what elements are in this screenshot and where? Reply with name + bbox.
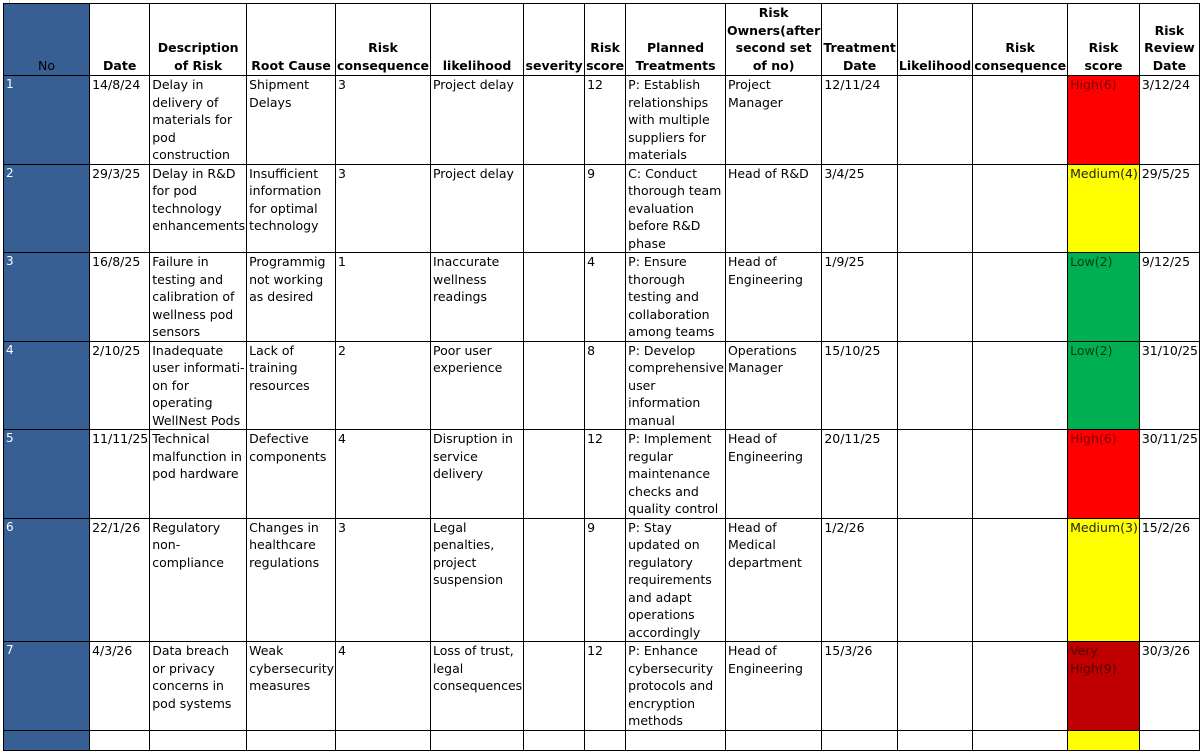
cell-no[interactable]: 2 — [4, 164, 90, 253]
cell-risk-score-2[interactable] — [1068, 730, 1140, 750]
cell-planned-treatment[interactable]: P: Enhance cybersecurity protocols and encryption methods — [626, 642, 726, 731]
header-risk-score-2[interactable]: Risk score — [1068, 4, 1140, 76]
cell-likelihood[interactable]: Project delay — [430, 76, 523, 165]
cell-risk-score[interactable]: 12 — [585, 642, 626, 731]
cell-risk-score[interactable]: 9 — [585, 518, 626, 642]
cell-likelihood[interactable] — [430, 730, 523, 750]
cell-severity[interactable] — [524, 642, 585, 731]
cell-consequence-2[interactable] — [973, 430, 1068, 519]
cell-review-date[interactable]: 3/12/24 — [1139, 76, 1199, 165]
cell-consequence-2[interactable] — [973, 164, 1068, 253]
cell-likelihood[interactable]: Inaccurate wellness readings — [430, 253, 523, 342]
table-row — [4, 76, 1200, 165]
header-treatment-date[interactable]: Treatment Date — [822, 4, 898, 76]
cell-likelihood-2[interactable] — [897, 430, 972, 519]
cell-likelihood[interactable]: Poor user experience — [430, 341, 523, 430]
cell-severity[interactable] — [524, 76, 585, 165]
cell-treatment-date[interactable]: 1/2/26 — [822, 518, 898, 642]
cell-consequence-2[interactable] — [973, 642, 1068, 731]
cell-consequence-2[interactable] — [973, 253, 1068, 342]
cell-review-date[interactable]: 9/12/25 — [1139, 253, 1199, 342]
header-risk-review-date[interactable]: Risk Review Date — [1139, 4, 1199, 76]
cell-review-date[interactable] — [1139, 730, 1199, 750]
cell-severity[interactable] — [524, 430, 585, 519]
cell-treatment-date[interactable] — [822, 730, 898, 750]
table-row — [4, 642, 1200, 731]
cell-likelihood[interactable]: Legal penalties, project suspension — [430, 518, 523, 642]
cell-date[interactable]: 16/8/25 — [90, 253, 150, 342]
cell-consequence[interactable] — [336, 730, 431, 750]
cell-consequence[interactable]: 3 — [336, 518, 431, 642]
cell-consequence-2[interactable] — [973, 76, 1068, 165]
table-row — [4, 341, 1200, 430]
cell-severity[interactable] — [524, 518, 585, 642]
cell-root-cause[interactable]: Changes in healthcare regulations — [247, 518, 336, 642]
cell-date[interactable]: 14/8/24 — [90, 76, 150, 165]
cell-date[interactable]: 11/11/25 — [90, 430, 150, 519]
cell-risk-owner[interactable]: Head of Engineering — [725, 642, 821, 731]
cell-treatment-date[interactable]: 1/9/25 — [822, 253, 898, 342]
cell-risk-score[interactable]: 9 — [585, 164, 626, 253]
cell-date[interactable]: 2/10/25 — [90, 341, 150, 430]
cell-review-date[interactable]: 31/10/25 — [1139, 341, 1199, 430]
cell-no[interactable]: 6 — [4, 518, 90, 642]
table-body — [4, 76, 1200, 751]
cell-review-date[interactable]: 15/2/26 — [1139, 518, 1199, 642]
cell-risk-score[interactable]: 12 — [585, 76, 626, 165]
cell-review-date[interactable]: 30/3/26 — [1139, 642, 1199, 731]
cell-description[interactable]: Failure in testing and calibration of wellness pod sensors — [150, 253, 247, 342]
cell-planned-treatment[interactable]: P: Develop comprehensive user information manual — [626, 341, 726, 430]
header-risk-owners[interactable]: Risk Owners(after second set of no) — [725, 4, 821, 76]
cell-description[interactable]: Delay in R&D for pod technology enhancements — [150, 164, 247, 253]
cell-planned-treatment[interactable]: P: Ensure thorough testing and collaboration among teams — [626, 253, 726, 342]
cell-date[interactable]: 29/3/25 — [90, 164, 150, 253]
cell-likelihood-2[interactable] — [897, 341, 972, 430]
cell-no[interactable]: 1 — [4, 76, 90, 165]
cell-risk-score-2[interactable]: High(6) — [1068, 76, 1140, 165]
cell-planned-treatment[interactable]: P: Stay updated on regulatory requirements and adapt operations accordingly — [626, 518, 726, 642]
cell-consequence[interactable]: 4 — [336, 430, 431, 519]
cell-description[interactable]: Delay in delivery of materials for pod construction — [150, 76, 247, 165]
cell-risk-score-2[interactable]: Low(2) — [1068, 253, 1140, 342]
cell-likelihood-2[interactable] — [897, 76, 972, 165]
cell-no[interactable]: 5 — [4, 430, 90, 519]
cell-severity[interactable] — [524, 253, 585, 342]
cell-risk-owner[interactable]: Head of Engineering — [725, 430, 821, 519]
cell-root-cause[interactable]: Shipment Delays — [247, 76, 336, 165]
cell-likelihood[interactable]: Loss of trust, legal consequences — [430, 642, 523, 731]
cell-root-cause[interactable]: Insufficient information for optimal technology — [247, 164, 336, 253]
header-no[interactable]: No — [4, 4, 90, 76]
cell-treatment-date[interactable]: 15/3/26 — [822, 642, 898, 731]
table-row — [4, 730, 1200, 750]
header-root-cause[interactable]: Root Cause — [247, 4, 336, 76]
header-risk-consequence[interactable]: Risk consequence — [336, 4, 431, 76]
cell-root-cause[interactable]: Weak cybersecurity measures — [247, 642, 336, 731]
cell-planned-treatment[interactable]: C: Conduct thorough team evaluation before R&D phase — [626, 164, 726, 253]
table-row — [4, 253, 1200, 342]
cell-consequence-2[interactable] — [973, 341, 1068, 430]
cell-likelihood-2[interactable] — [897, 253, 972, 342]
cell-risk-score-2[interactable]: Medium(4) — [1068, 164, 1140, 253]
cell-planned-treatment[interactable] — [626, 730, 726, 750]
cell-review-date[interactable]: 30/11/25 — [1139, 430, 1199, 519]
cell-date[interactable]: 22/1/26 — [90, 518, 150, 642]
cell-description[interactable]: Technical malfunction in pod hardware — [150, 430, 247, 519]
cell-planned-treatment[interactable]: P: Establish relationships with multiple suppliers for materials — [626, 76, 726, 165]
header-severity[interactable]: severity — [524, 4, 585, 76]
cell-date[interactable]: 4/3/26 — [90, 642, 150, 731]
cell-likelihood[interactable]: Project delay — [430, 164, 523, 253]
cell-root-cause[interactable]: Lack of training resources — [247, 341, 336, 430]
cell-likelihood-2[interactable] — [897, 164, 972, 253]
cell-likelihood-2[interactable] — [897, 518, 972, 642]
header-description[interactable]: Description of Risk — [150, 4, 247, 76]
cell-risk-score-2[interactable]: Very High(9) — [1068, 642, 1140, 731]
cell-risk-owner[interactable]: Operations Manager — [725, 341, 821, 430]
header-risk-consequence-2[interactable]: Risk consequence — [973, 4, 1068, 76]
header-likelihood-2[interactable]: Likelihood — [897, 4, 972, 76]
cell-risk-owner[interactable]: Head of R&D — [725, 164, 821, 253]
cell-risk-score-2[interactable]: High(6) — [1068, 430, 1140, 519]
cell-treatment-date[interactable]: 12/11/24 — [822, 76, 898, 165]
table-row — [4, 518, 1200, 642]
cell-risk-score-2[interactable]: Medium(3) — [1068, 518, 1140, 642]
cell-description[interactable]: Regulatory non- compliance — [150, 518, 247, 642]
cell-risk-score[interactable]: 12 — [585, 430, 626, 519]
risk-register-table — [3, 3, 1200, 751]
cell-consequence[interactable]: 4 — [336, 642, 431, 731]
cell-consequence-2[interactable] — [973, 518, 1068, 642]
cell-root-cause[interactable]: Programmig not working as desired — [247, 253, 336, 342]
risk-register-sheet — [3, 3, 1200, 751]
cell-no[interactable]: 3 — [4, 253, 90, 342]
cell-no[interactable]: 7 — [4, 642, 90, 731]
cell-consequence-2[interactable] — [973, 730, 1068, 750]
cell-review-date[interactable]: 29/5/25 — [1139, 164, 1199, 253]
cell-severity[interactable] — [524, 730, 585, 750]
cell-risk-owner[interactable] — [725, 730, 821, 750]
cell-root-cause[interactable]: Defective components — [247, 430, 336, 519]
cell-risk-owner[interactable]: Head of Medical department — [725, 518, 821, 642]
cell-no[interactable] — [4, 730, 90, 750]
cell-treatment-date[interactable]: 15/10/25 — [822, 341, 898, 430]
cell-description[interactable] — [150, 730, 247, 750]
cell-consequence[interactable]: 3 — [336, 76, 431, 165]
cell-risk-score-2[interactable]: Low(2) — [1068, 341, 1140, 430]
header-risk-score[interactable]: Risk score — [585, 4, 626, 76]
header-planned-treatments[interactable]: Planned Treatments — [626, 4, 726, 76]
cell-description[interactable]: Data breach or privacy concerns in pod systems — [150, 642, 247, 731]
cell-likelihood[interactable]: Disruption in service delivery — [430, 430, 523, 519]
header-likelihood[interactable]: likelihood — [430, 4, 523, 76]
cell-no[interactable]: 4 — [4, 341, 90, 430]
cell-risk-owner[interactable]: Project Manager — [725, 76, 821, 165]
table-row — [4, 430, 1200, 519]
cell-description[interactable]: Inadequate user informati- on for operating WellNest Pods — [150, 341, 247, 430]
cell-planned-treatment[interactable]: P: Implement regular maintenance checks and quality control — [626, 430, 726, 519]
cell-treatment-date[interactable]: 20/11/25 — [822, 430, 898, 519]
cell-risk-score[interactable]: 8 — [585, 341, 626, 430]
cell-root-cause[interactable] — [247, 730, 336, 750]
cell-risk-owner[interactable]: Head of Engineering — [725, 253, 821, 342]
header-row — [4, 4, 1200, 76]
cell-risk-score[interactable] — [585, 730, 626, 750]
cell-date[interactable] — [90, 730, 150, 750]
cell-likelihood-2[interactable] — [897, 730, 972, 750]
cell-severity[interactable] — [524, 341, 585, 430]
cell-consequence[interactable]: 2 — [336, 341, 431, 430]
table-row — [4, 164, 1200, 253]
cell-consequence[interactable]: 1 — [336, 253, 431, 342]
cell-severity[interactable] — [524, 164, 585, 253]
cell-risk-score[interactable]: 4 — [585, 253, 626, 342]
cell-consequence[interactable]: 3 — [336, 164, 431, 253]
cell-likelihood-2[interactable] — [897, 642, 972, 731]
cell-treatment-date[interactable]: 3/4/25 — [822, 164, 898, 253]
header-date[interactable]: Date — [90, 4, 150, 76]
